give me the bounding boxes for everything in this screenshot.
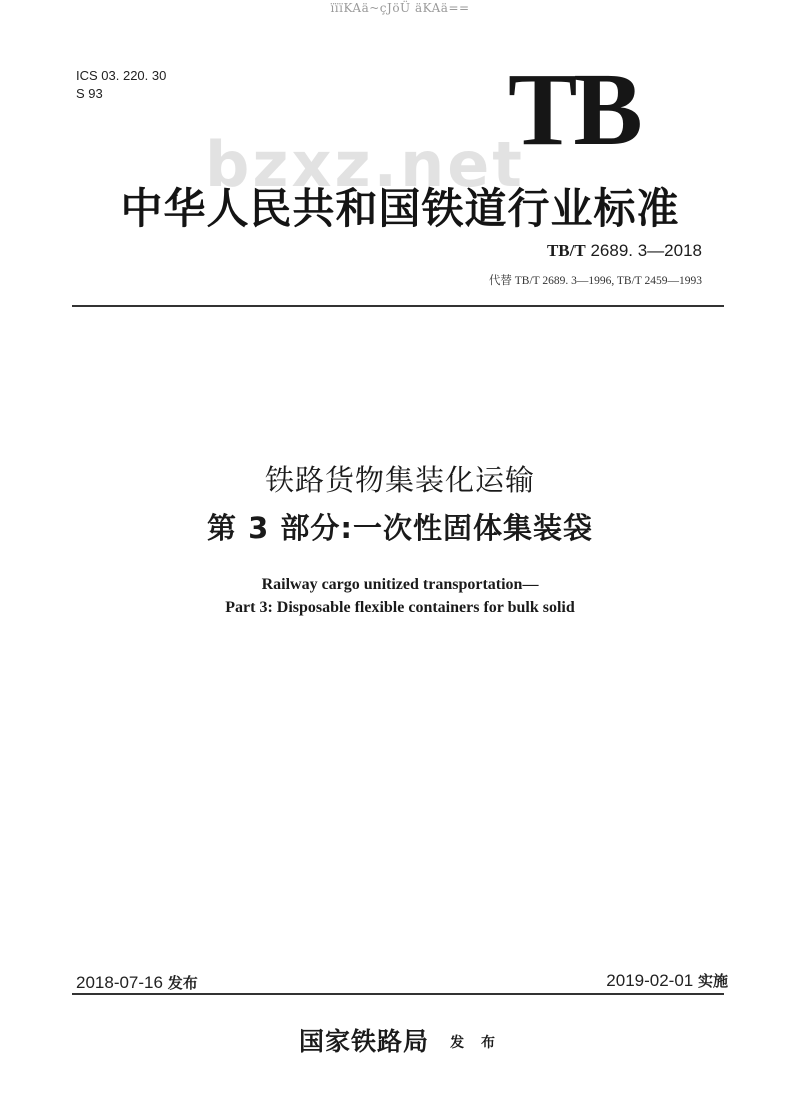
- implement-date: 2019-02-01: [606, 971, 694, 990]
- issuer-org: 国家铁路局: [299, 1027, 430, 1056]
- scan-top-mark: ïïïKAä~çJöÜ äKAä==: [330, 1, 470, 15]
- implement-label: 实施: [697, 972, 728, 990]
- title-cn-line2: 第 3 部分:一次性固体集装袋: [207, 511, 593, 545]
- issue-label: 发布: [167, 974, 198, 992]
- title-en-line1: Railway cargo unitized transportation—: [261, 576, 539, 593]
- issuer-label: 发 布: [450, 1035, 501, 1051]
- watermark: bzxz.net: [205, 128, 525, 201]
- issue-date-block: [76, 972, 198, 993]
- bottom-divider: [72, 993, 724, 995]
- top-divider: [72, 305, 724, 307]
- tb-logo: TB: [508, 52, 639, 167]
- standard-number: [547, 241, 702, 261]
- issue-date: 2018-07-16: [76, 973, 163, 992]
- title-en-line2: Part 3: Disposable flexible containers for bulk solid: [225, 599, 575, 616]
- standard-number-value: 2689. 3—2018: [590, 241, 702, 260]
- title-cn-line1: 铁路货物集装化运输: [264, 463, 535, 497]
- ccs-code: S 93: [76, 86, 103, 101]
- standard-header-title: 中华人民共和国铁道行业标准: [120, 184, 680, 233]
- standard-number-prefix: TB/T: [546, 241, 586, 260]
- issuer-block: [0, 1022, 800, 1058]
- implement-date-block: [606, 970, 728, 991]
- classification-block: [76, 67, 166, 103]
- ics-code: ICS 03. 220. 30: [76, 68, 167, 83]
- replaces-note: 代替 TB/T 2689. 3—1996, TB/T 2459—1993: [488, 275, 702, 287]
